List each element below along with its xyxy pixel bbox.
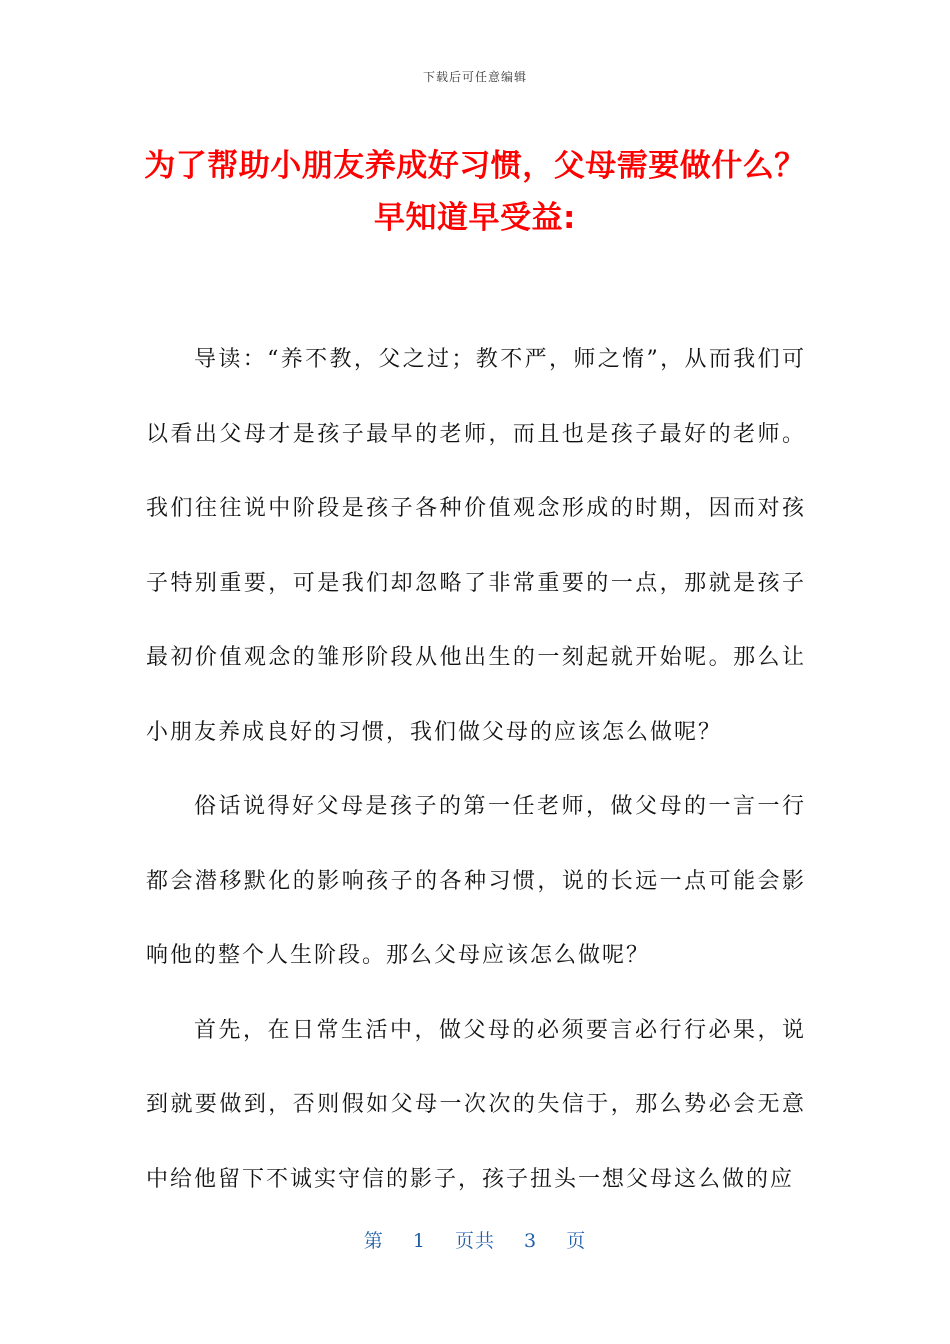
footer-current-page: 1 — [412, 1230, 426, 1252]
footer-prefix: 第 — [363, 1230, 384, 1252]
footer-total-pages: 3 — [524, 1230, 538, 1252]
footer-suffix: 页 — [566, 1230, 587, 1252]
document-title: 为了帮助小朋友养成好习惯，父母需要做什么？早知道早受益: — [144, 148, 806, 236]
paragraph-first: 首先，在日常生活中，做父母的必须要言必行行必果，说到就要做到，否则假如父母一次次的失信于，那么势必会无意中给他留下不诚实守信的影子，孩子扭头一想父母这么做的应 — [146, 1017, 806, 1192]
page-number-footer — [0, 1226, 950, 1253]
footer-middle: 页共 — [454, 1230, 495, 1252]
header-note: 下载后可任意编辑 — [422, 70, 527, 84]
paragraph-intro: 导读：“养不教，父之过；教不严，师之惰”，从而我们可以看出父母才是孩子最早的老师，而且也是孩子最好的老师。我们往往说中阶段是孩子各种价值观念形成的时期，因而对孩子特别重要，可是我们却忽略了非常重要的一点，那就是孩子最初价值观念的雏形阶段从他出生的一刻起就开始呢。那么让小朋友养成良好的习惯，我们做父母的应该怎么做呢？ — [146, 347, 806, 745]
document-body — [146, 323, 806, 1217]
paragraph-saying: 俗话说得好父母是孩子的第一任老师，做父母的一言一行都会潜移默化的影响孩子的各种习惯，说的长远一点可能会影响他的整个人生阶段。那么父母应该怎么做呢？ — [146, 794, 806, 968]
